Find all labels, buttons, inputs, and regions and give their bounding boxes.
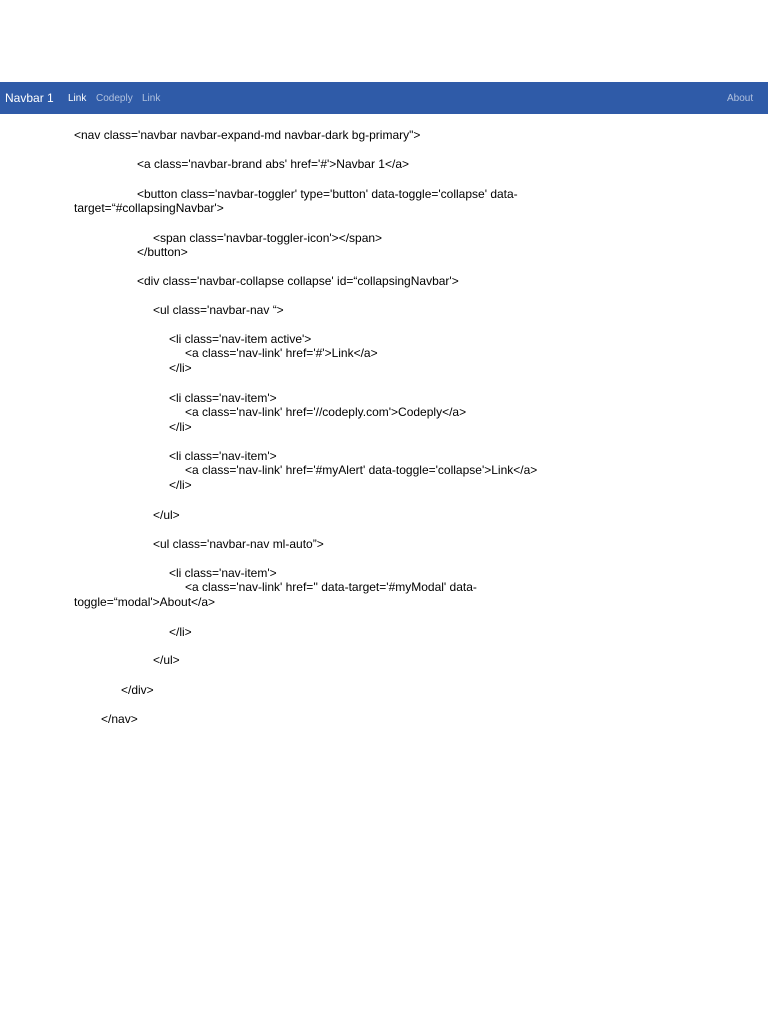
code-line: <ul class='navbar-nav ml-auto”> — [153, 537, 324, 551]
code-line: <div class='navbar-collapse collapse' id=“collapsingNavbar'> — [137, 274, 459, 288]
code-line: <li class='nav-item active'> — [169, 332, 312, 346]
code-line: <a class='nav-link' href='#myAlert' data-toggle='collapse'>Link</a> — [185, 463, 538, 477]
code-line: </ul> — [153, 653, 180, 667]
nav-link-codeply[interactable]: Codeply — [96, 93, 133, 104]
code-line: </li> — [169, 361, 192, 375]
code-line: <a class='navbar-brand abs' href='#'>Navbar 1</a> — [137, 157, 410, 171]
code-line: </li> — [169, 420, 192, 434]
code-line: <a class='nav-link' href='' data-target='#myModal' data- — [185, 580, 477, 594]
code-line: <a class='nav-link' href='//codeply.com'>Codeply</a> — [185, 405, 467, 419]
code-line: </button> — [137, 245, 188, 259]
code-line: toggle=“modal'>About</a> — [74, 595, 216, 609]
code-line: target=“#collapsingNavbar'> — [74, 201, 224, 215]
nav-link-about[interactable]: About — [727, 93, 754, 104]
code-line: <ul class='navbar-nav “> — [153, 303, 284, 317]
code-line: <span class='navbar-toggler-icon'></span> — [153, 231, 383, 245]
code-line: <nav class='navbar navbar-expand-md navbar-dark bg-primary"> — [74, 128, 421, 142]
code-line: <li class='nav-item'> — [169, 449, 277, 463]
navbar-brand[interactable]: Navbar 1 — [5, 91, 54, 105]
code-line: <button class='navbar-toggler' type='button' data-toggle='collapse' data- — [137, 187, 518, 201]
code-line: </li> — [169, 625, 192, 639]
code-line: </div> — [121, 683, 154, 697]
nav-link-link-1[interactable]: Link — [68, 93, 87, 104]
code-line: <a class='nav-link' href='#'>Link</a> — [185, 346, 378, 360]
nav-link-link-2[interactable]: Link — [142, 93, 161, 104]
code-line: <li class='nav-item'> — [169, 391, 277, 405]
code-line: <li class='nav-item'> — [169, 566, 277, 580]
code-line: </li> — [169, 478, 192, 492]
code-line: </ul> — [153, 508, 180, 522]
code-line: </nav> — [101, 712, 138, 726]
